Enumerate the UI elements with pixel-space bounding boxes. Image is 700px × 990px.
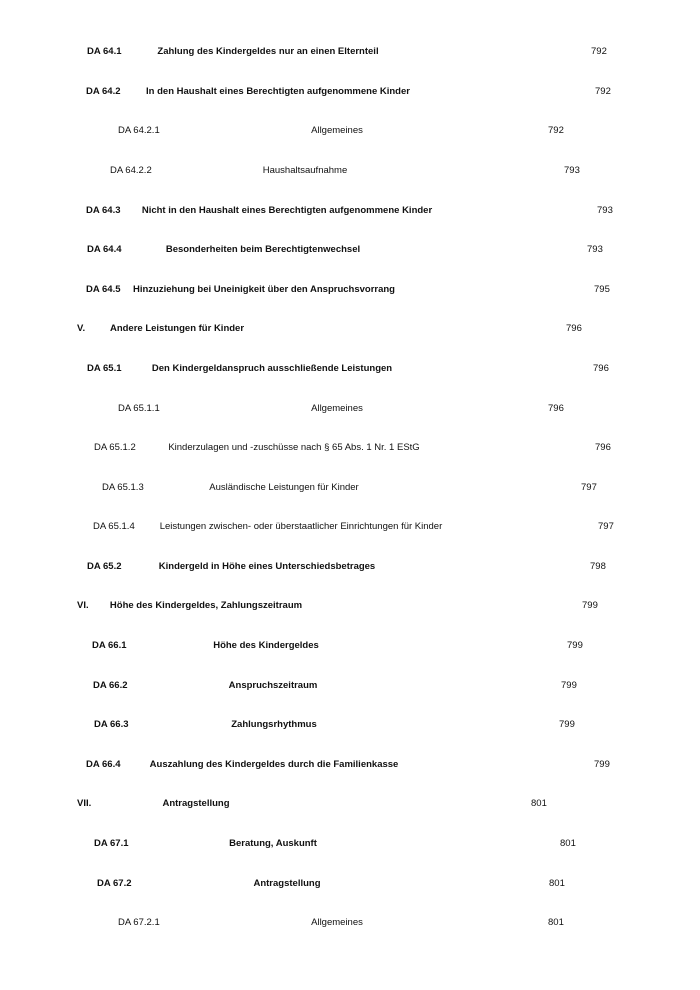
section-title: Nicht in den Haushalt eines Berechtigten aufgenommene Kinder: [141, 205, 433, 216]
section-code: VII.: [77, 798, 92, 809]
section-code: VI.: [77, 600, 89, 611]
page-number: 799: [561, 680, 577, 691]
page-number: 792: [595, 86, 611, 97]
page-number: 793: [597, 205, 613, 216]
page-number: 792: [548, 125, 564, 136]
section-title: Allgemeines: [311, 917, 363, 928]
toc-entry[interactable]: [0, 915, 700, 931]
section-title: Haushaltsaufnahme: [262, 165, 348, 176]
section-code: DA 65.1.3: [102, 482, 144, 493]
toc-entry[interactable]: [0, 876, 700, 892]
page-number: 797: [581, 482, 597, 493]
section-code: DA 66.2: [93, 680, 128, 691]
toc-entry[interactable]: [0, 123, 700, 139]
section-code: DA 65.1.1: [118, 403, 160, 414]
page-number: 796: [593, 363, 609, 374]
toc-entry[interactable]: [0, 84, 700, 100]
section-title: Ausländische Leistungen für Kinder: [209, 482, 359, 493]
toc-entry[interactable]: [0, 480, 700, 496]
section-title: Den Kindergeldanspruch ausschließende Leistungen: [151, 363, 393, 374]
toc-entry[interactable]: [0, 638, 700, 654]
section-title: Kindergeld in Höhe eines Unterschiedsbetrages: [158, 561, 376, 572]
toc-entry[interactable]: [0, 361, 700, 377]
page-number: 801: [531, 798, 547, 809]
toc-entry[interactable]: [0, 440, 700, 456]
toc-entry[interactable]: [0, 163, 700, 179]
section-code: DA 64.5: [86, 284, 121, 295]
section-title: Höhe des Kindergeldes: [213, 640, 319, 651]
section-code: DA 66.1: [92, 640, 127, 651]
section-code: DA 64.2: [86, 86, 121, 97]
toc-entry[interactable]: [0, 796, 700, 812]
section-code: DA 64.4: [87, 244, 122, 255]
section-title: Allgemeines: [311, 125, 363, 136]
page-number: 801: [549, 878, 565, 889]
page-number: 796: [566, 323, 582, 334]
page-number: 801: [548, 917, 564, 928]
section-title: Besonderheiten beim Berechtigtenwechsel: [165, 244, 361, 255]
section-code: DA 64.3: [86, 205, 121, 216]
page-number: 795: [594, 284, 610, 295]
toc-entry[interactable]: [0, 242, 700, 258]
section-code: DA 65.1.4: [93, 521, 135, 532]
section-title: Zahlungsrhythmus: [231, 719, 317, 730]
page-number: 792: [591, 46, 607, 57]
page-number: 798: [590, 561, 606, 572]
toc-entry[interactable]: [0, 678, 700, 694]
page-number: 799: [559, 719, 575, 730]
page-number: 797: [598, 521, 614, 532]
section-title: Leistungen zwischen- oder überstaatlicher Einrichtungen für Kinder: [159, 521, 443, 532]
section-title: Allgemeines: [311, 403, 363, 414]
section-title: Hinzuziehung bei Uneinigkeit über den Anspruchsvorrang: [133, 284, 395, 295]
section-title: Anspruchszeitraum: [228, 680, 318, 691]
section-title: Antragstellung: [162, 798, 230, 809]
toc-entry[interactable]: [0, 598, 700, 614]
section-title: Auszahlung des Kindergeldes durch die Familienkasse: [149, 759, 399, 770]
section-code: DA 66.4: [86, 759, 121, 770]
page-number: 799: [567, 640, 583, 651]
section-code: DA 66.3: [94, 719, 129, 730]
section-title: Andere Leistungen für Kinder: [109, 323, 245, 334]
section-code: DA 67.2: [97, 878, 132, 889]
toc-entry[interactable]: [0, 836, 700, 852]
section-title: Höhe des Kindergeldes, Zahlungszeitraum: [109, 600, 303, 611]
toc-entry[interactable]: [0, 559, 700, 575]
section-title: Antragstellung: [253, 878, 321, 889]
page-number: 793: [587, 244, 603, 255]
page-number: 796: [548, 403, 564, 414]
section-title: Beratung, Auskunft: [229, 838, 317, 849]
toc-entry[interactable]: [0, 321, 700, 337]
toc-entry[interactable]: [0, 401, 700, 417]
section-code: DA 65.1.2: [94, 442, 136, 453]
page-number: 793: [564, 165, 580, 176]
section-title: Zahlung des Kindergeldes nur an einen Elternteil: [157, 46, 379, 57]
section-code: DA 64.2.1: [118, 125, 160, 136]
toc-entry[interactable]: [0, 757, 700, 773]
page-number: 801: [560, 838, 576, 849]
section-code: DA 67.1: [94, 838, 129, 849]
toc-entry[interactable]: [0, 282, 700, 298]
section-code: DA 64.2.2: [110, 165, 152, 176]
section-code: DA 65.2: [87, 561, 122, 572]
toc-entry[interactable]: [0, 44, 700, 60]
toc-entry[interactable]: [0, 203, 700, 219]
section-code: DA 65.1: [87, 363, 122, 374]
section-code: DA 67.2.1: [118, 917, 160, 928]
section-code: DA 64.1: [87, 46, 122, 57]
page-number: 799: [594, 759, 610, 770]
page-number: 799: [582, 600, 598, 611]
page-number: 796: [595, 442, 611, 453]
toc-entry[interactable]: [0, 519, 700, 535]
toc-entry[interactable]: [0, 717, 700, 733]
section-code: V.: [77, 323, 86, 334]
section-title: Kinderzulagen und -zuschüsse nach § 65 Abs. 1 Nr. 1 EStG: [168, 442, 420, 453]
section-title: In den Haushalt eines Berechtigten aufgenommene Kinder: [146, 86, 410, 97]
